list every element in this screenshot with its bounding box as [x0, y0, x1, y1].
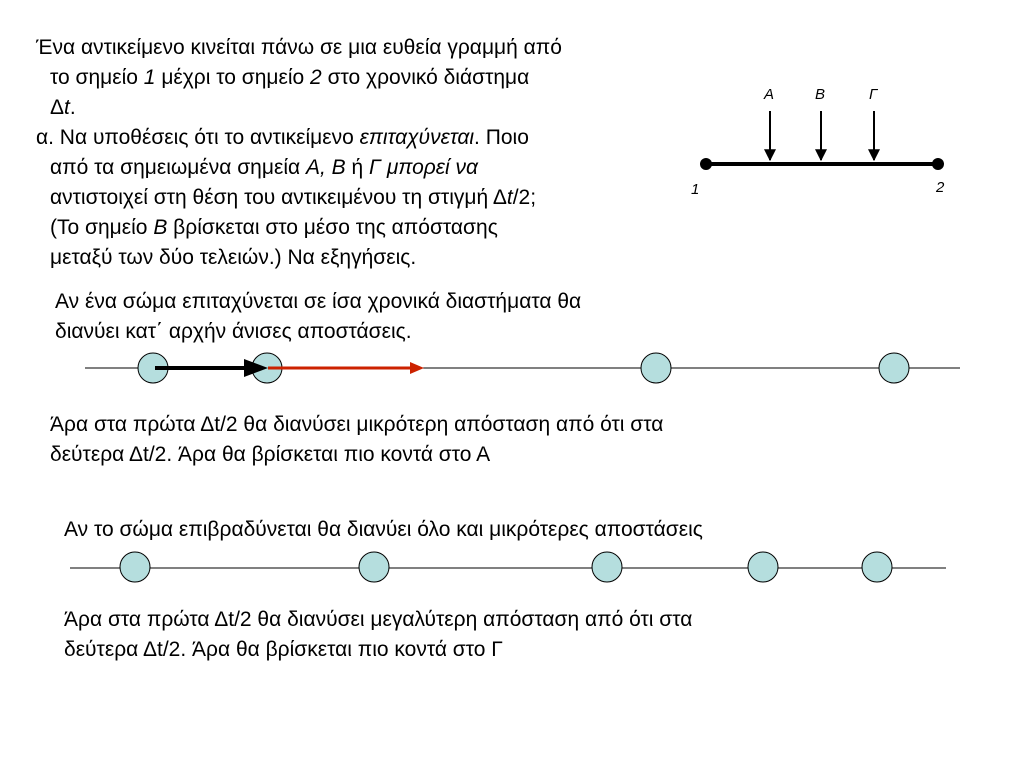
decel-ball [862, 552, 892, 582]
intro-line-3: Δt. [50, 96, 76, 119]
diagram-label-a: Α [764, 86, 775, 103]
decel-ball [592, 552, 622, 582]
position-diagram [700, 111, 944, 170]
decel-ball [748, 552, 778, 582]
decel-conclusion-line-2: δεύτερα Δt/2. Άρα θα βρίσκεται πιο κοντά στο Γ [64, 638, 503, 661]
accel-line-2: διανύει κατ΄ αρχήν άνισες αποστάσεις. [55, 320, 412, 343]
diagram-endpoint-1 [700, 158, 712, 170]
accel-conclusion-line-1: Άρα στα πρώτα Δt/2 θα διανύσει μικρότερη απόσταση από ότι στα [50, 413, 664, 436]
accel-ball [879, 353, 909, 383]
question-line-4: (Το σημείο Β βρίσκεται στο μέσο της απόστασης [50, 216, 498, 239]
diagram-endpoint-2 [932, 158, 944, 170]
question-line-3: αντιστοιχεί στη θέση του αντικειμένου τη στιγμή Δt/2; [50, 186, 537, 209]
diagram-label-2: 2 [936, 179, 945, 196]
intro-line-2: το σημείο 1 μέχρι το σημείο 2 στο χρονικό διάστημα [50, 66, 530, 89]
decel-line-1: Αν το σώμα επιβραδύνεται θα διανύει όλο και μικρότερες αποστάσεις [64, 518, 703, 541]
question-line-2: από τα σημειωμένα σημεία Α, Β ή Γ μπορεί να [50, 156, 479, 179]
intro-line-1: Ένα αντικείμενο κινείται πάνω σε μια ευθεία γραμμή από [36, 36, 562, 59]
diagram-label-1: 1 [691, 181, 700, 198]
accel-line-1: Αν ένα σώμα επιταχύνεται σε ίσα χρονικά διαστήματα θα [55, 290, 582, 313]
question-line-5: μεταξύ των δύο τελειών.) Να εξηγήσεις. [50, 246, 417, 269]
diagram-label-g: Γ [869, 86, 878, 103]
red-arrowhead [410, 362, 424, 374]
accel-ball [641, 353, 671, 383]
decel-conclusion-line-1: Άρα στα πρώτα Δt/2 θα διανύσει μεγαλύτερη απόσταση από ότι στα [64, 608, 693, 631]
decel-track [70, 552, 946, 582]
diagram-label-b: Β [815, 86, 826, 103]
decel-ball [359, 552, 389, 582]
accel-track [85, 353, 960, 383]
question-line-1: α. Να υποθέσεις ότι το αντικείμενο επιταχύνεται. Ποιο [36, 126, 529, 149]
decel-ball [120, 552, 150, 582]
accel-conclusion-line-2: δεύτερα Δt/2. Άρα θα βρίσκεται πιο κοντά στο Α [50, 443, 491, 466]
